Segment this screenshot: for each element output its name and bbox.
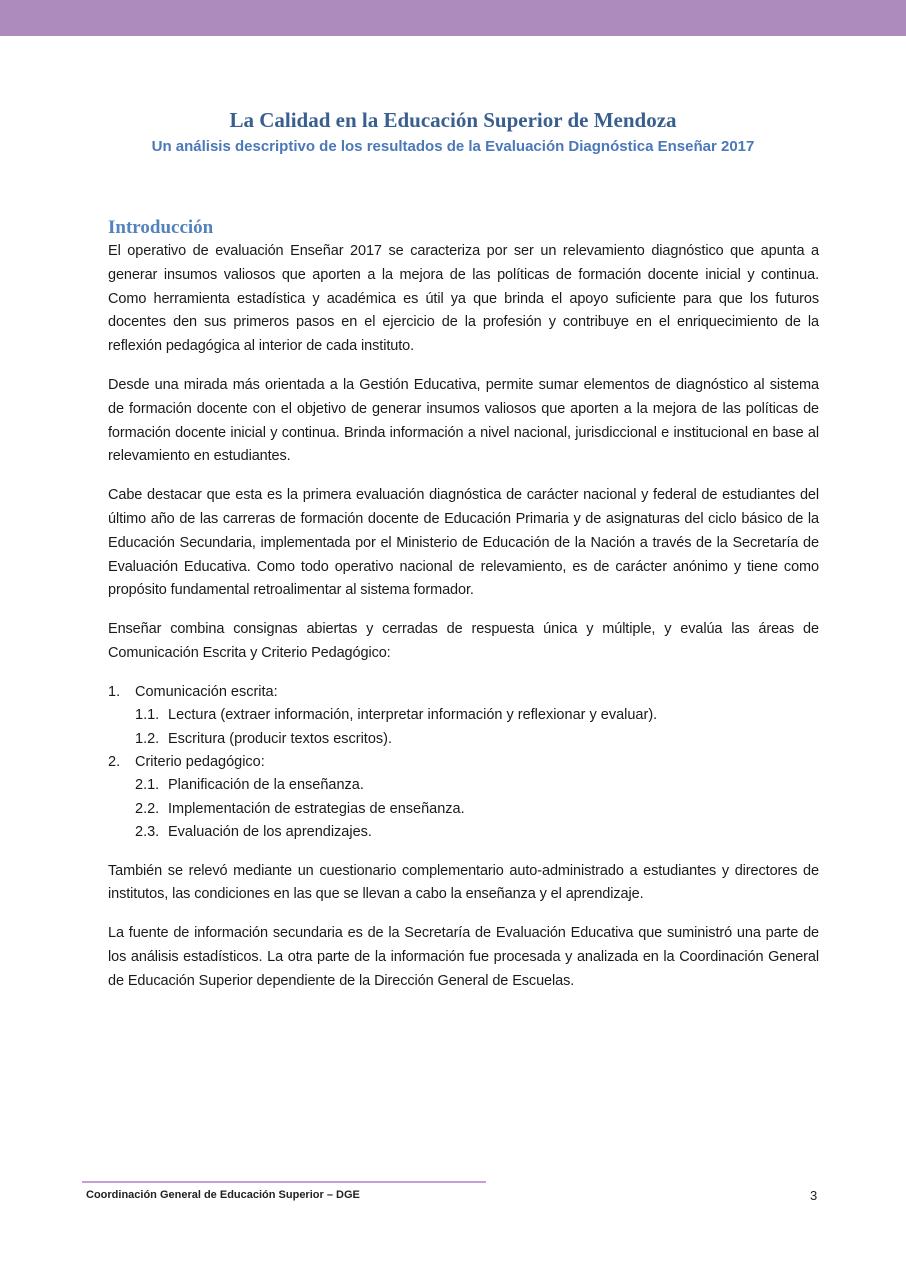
list-item-text: Escritura (producir textos escritos). [168, 730, 393, 747]
paragraph: También se relevó mediante un cuestionario complementario auto-administrado a estudiantes y directores de institutos, las condiciones en las que se llevan a cabo la enseñanza y el aprendizaje. [108, 862, 819, 903]
list-item [108, 681, 819, 704]
top-color-band [0, 0, 906, 36]
list-item-text: Planificación de la enseñanza. [168, 777, 364, 794]
paragraph: Cabe destacar que esta es la primera evaluación diagnóstica de carácter nacional y federal de estudiantes del último año de las carreras de formación docente de Educación Primaria y de asignaturas del ciclo básico de la Educación Secundaria, implementada por el Ministerio de Educación de la Nación a través de la Secretaría de Evaluación Educativa. Como todo operativo nacional de relevamiento, es de carácter anónimo y tiene como propósito fundamental retroalimentar al sistema formador. [108, 487, 819, 599]
list-item [108, 751, 819, 774]
list-subitem [108, 821, 819, 844]
list-item-text: Evaluación de los aprendizajes. [168, 824, 372, 841]
section-heading: Introducción [108, 217, 214, 238]
list-item-number: 2.3. [135, 824, 160, 841]
list-item-number: 2.1. [135, 777, 160, 794]
list-item-number: 2. [108, 753, 121, 770]
paragraph: Enseñar combina consignas abiertas y cerradas de respuesta única y múltiple, y evalúa las áreas de Comunicación Escrita y Criterio Pedagógico: [108, 621, 819, 661]
list-item-text: Comunicación escrita: [135, 683, 278, 700]
paragraph: La fuente de información secundaria es de la Secretaría de Evaluación Educativa que suministró una parte de los análisis estadísticos. La otra parte de la información fue procesada y analizada en la Coordinación General de Educación Superior dependiente de la Dirección General de Escuelas. [108, 925, 819, 989]
footer-divider [82, 1181, 486, 1183]
list-item-number: 1.1. [135, 707, 160, 724]
list-subitem [108, 774, 819, 797]
list-item-number: 1. [108, 683, 121, 700]
paragraph: El operativo de evaluación Enseñar 2017 se caracteriza por ser un relevamiento diagnóstico que apunta a generar insumos valiosos que aporten a la mejora de las políticas de formación docente inicial y continua. Como herramienta estadística y académica es útil ya que brinda el apoyo suficiente para que los futuros docentes den sus primeros pasos en el ejercicio de la profesión y contribuye en el enriquecimiento de la reflexión pedagógica al interior de cada instituto. [108, 243, 819, 355]
list-item-text: Criterio pedagógico: [135, 753, 265, 770]
footer-organization: Coordinación General de Educación Superior – DGE [86, 1189, 360, 1201]
list-subitem [108, 728, 819, 751]
page-number: 3 [810, 1188, 818, 1203]
main-content [108, 216, 819, 1009]
list-item-number: 2.2. [135, 800, 160, 817]
document-subtitle: Un análisis descriptivo de los resultados de la Evaluación Diagnóstica Enseñar 2017 [151, 138, 755, 155]
list-item-number: 1.2. [135, 730, 160, 747]
list-subitem [108, 704, 819, 727]
list-item-text: Lectura (extraer información, interpretar información y reflexionar y evaluar). [168, 707, 658, 724]
list-subitem [108, 798, 819, 821]
document-title: La Calidad en la Educación Superior de Mendoza [229, 108, 677, 132]
evaluation-areas-list [108, 681, 819, 845]
paragraph: Desde una mirada más orientada a la Gestión Educativa, permite sumar elementos de diagnóstico al sistema de formación docente con el objetivo de generar insumos valiosos que aporten a la mejora de las políticas de formación docente inicial y continua. Brinda información a nivel nacional, jurisdiccional e institucional en base al relevamiento en estudiantes. [108, 376, 819, 465]
list-item-text: Implementación de estrategias de enseñanza. [168, 800, 465, 817]
